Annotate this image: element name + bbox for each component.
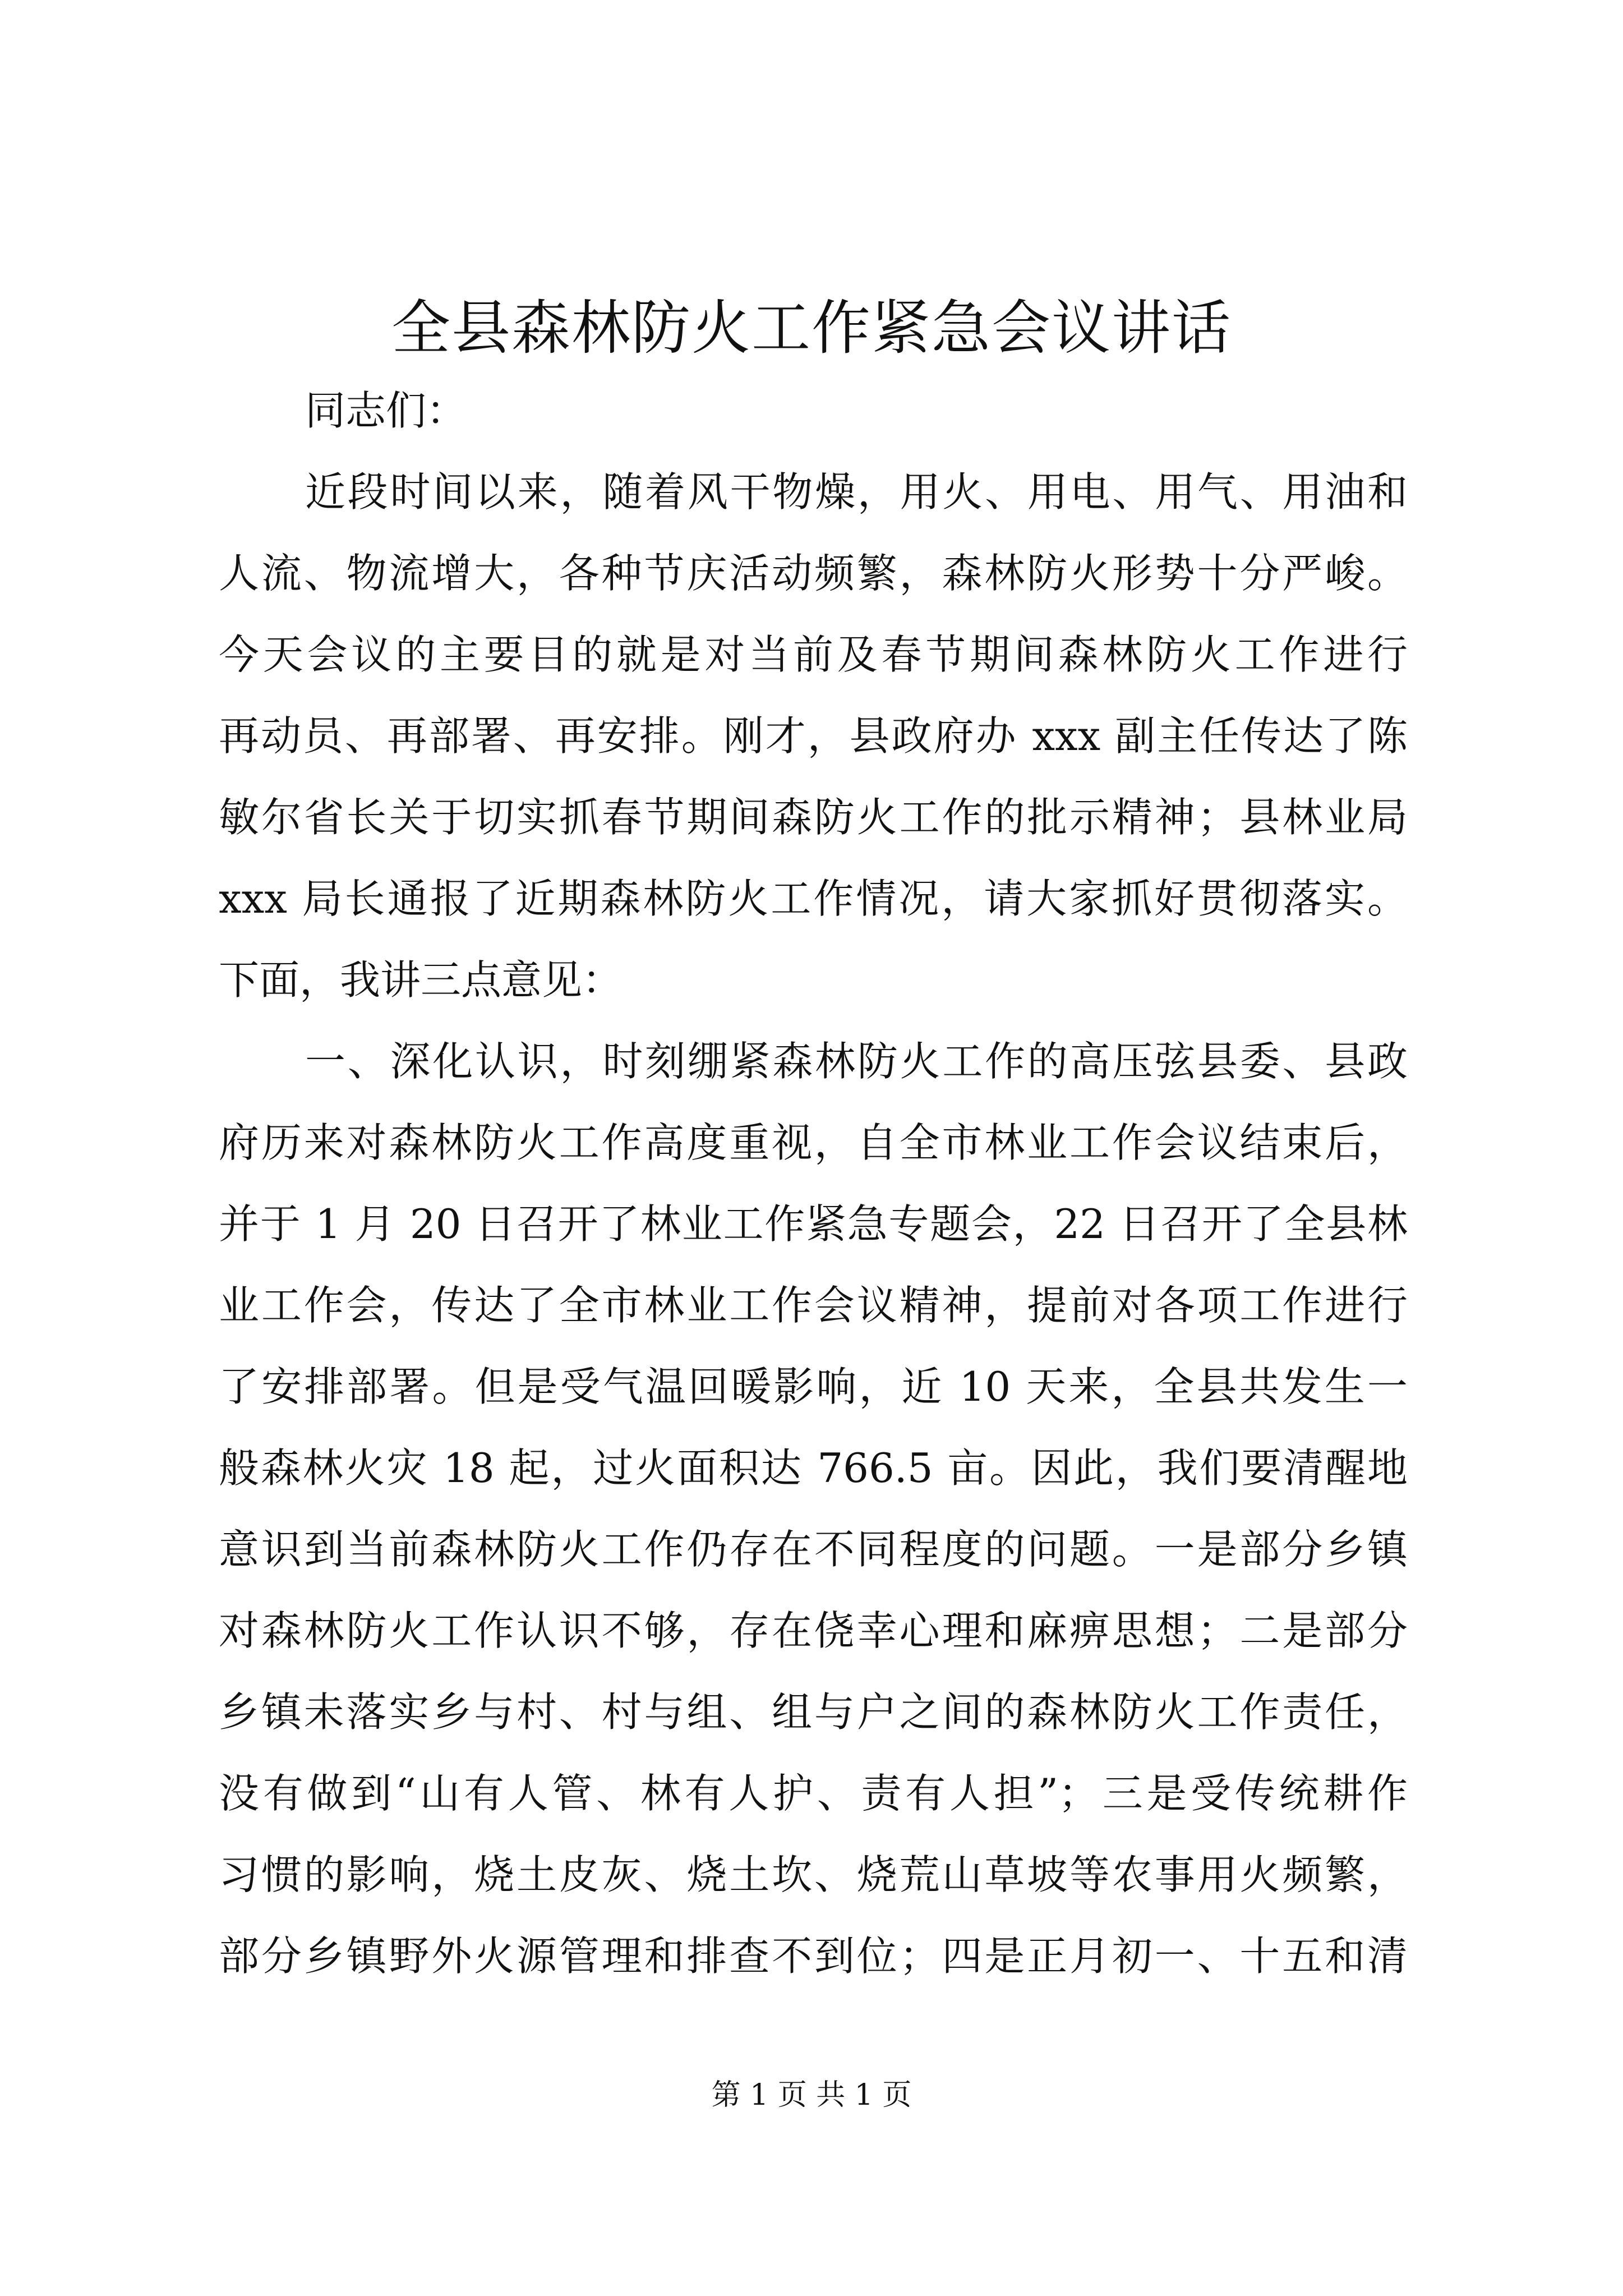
text-line: 人流、物流增大，各种节庆活动频繁，森林防火形势十分严峻。 [219,550,1408,597]
text-line: 般森林火灾 18 起，过火面积达 766.5 亩。因此，我们要清醒地 [219,1444,1408,1492]
text-line: 敏尔省长关于切实抓春节期间森防火工作的批示精神；县林业局 [219,794,1408,841]
text-line: 没有做到“山有人管、林有人护、责有人担”；三是受传统耕作 [219,1770,1408,1817]
text-line: 习惯的影响，烧土皮灰、烧土坎、烧荒山草坡等农事用火频繁， [219,1851,1408,1898]
page-number-footer: 第 1 页 共 1 页 [711,2078,912,2112]
text-line: 今天会议的主要目的就是对当前及春节期间森林防火工作进行 [219,631,1408,678]
text-line: 再动员、再部署、再安排。刚才，县政府办 xxx 副主任传达了陈 [219,712,1408,760]
text-line: 近段时间以来，随着风干物燥，用火、用电、用气、用油和 [305,468,1408,516]
text-line: 意识到当前森林防火工作仍存在不同程度的问题。一是部分乡镇 [219,1526,1408,1573]
document-body [219,370,1408,1997]
document-title: 全县森林防火工作紧急会议讲话 [391,294,1232,362]
text-line: 下面，我讲三点意见： [219,956,623,1004]
text-line: 了安排部署。但是受气温回暖影响，近 10 天来，全县共发生一 [219,1363,1408,1410]
text-line: 业工作会，传达了全市林业工作会议精神，提前对各项工作进行 [219,1282,1408,1329]
text-line: 部分乡镇野外火源管理和排查不到位；四是正月初一、十五和清 [219,1932,1408,1980]
text-line: 并于 1 月 20 日召开了林业工作紧急专题会，22 日召开了全县林 [219,1200,1408,1248]
text-line: 府历来对森林防火工作高度重视，自全市林业工作会议结束后， [219,1119,1408,1166]
text-line: xxx 局长通报了近期森林防火工作情况，请大家抓好贯彻落实。 [219,875,1408,922]
text-line: 乡镇未落实乡与村、村与组、组与户之间的森林防火工作责任， [219,1688,1408,1736]
section-heading-line: 一、深化认识，时刻绷紧森林防火工作的高压弦县委、县政 [305,1038,1408,1085]
text-line: 对森林防火工作认识不够，存在侥幸心理和麻痹思想；二是部分 [219,1607,1408,1654]
salutation-line: 同志们： [305,387,467,434]
